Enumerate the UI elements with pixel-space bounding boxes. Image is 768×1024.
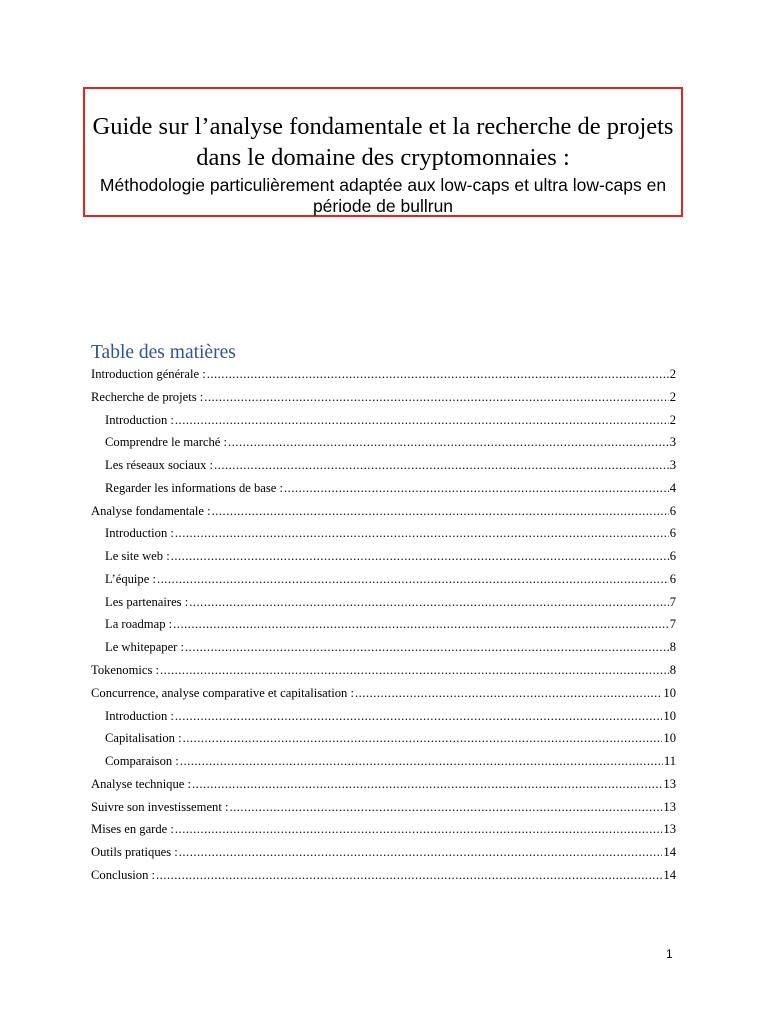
toc-leader-dots	[355, 683, 662, 703]
toc-entry[interactable]	[91, 842, 676, 862]
toc-leader-dots	[160, 660, 669, 680]
toc-entry-label: La roadmap :	[105, 617, 173, 632]
toc-leader-dots	[207, 364, 669, 384]
toc-entry-page: 6	[669, 503, 676, 518]
toc-entry-label: Comparaison :	[105, 754, 179, 769]
toc-leader-dots	[192, 774, 662, 794]
toc-entry-page: 13	[663, 799, 676, 814]
toc-leader-dots	[228, 432, 669, 452]
toc-entry-label: Introduction :	[105, 412, 174, 427]
toc-entry[interactable]	[105, 592, 676, 612]
toc-leader-dots	[175, 706, 663, 726]
toc-entry[interactable]	[91, 865, 676, 885]
toc-entry-label: Recherche de projets :	[91, 389, 204, 404]
toc-entry[interactable]	[91, 501, 676, 521]
toc-entry[interactable]	[105, 523, 676, 543]
toc-entry-page: 14	[663, 845, 676, 860]
toc-entry[interactable]	[91, 774, 676, 794]
toc-entry-label: Analyse technique :	[91, 776, 192, 791]
toc-entry-label: Tokenomics :	[91, 663, 160, 677]
toc-entry-label: Analyse fondamentale :	[91, 503, 211, 518]
toc-entry[interactable]	[91, 387, 676, 407]
toc-entry[interactable]	[105, 637, 676, 657]
toc-entry-page: 8	[669, 640, 676, 655]
toc-leader-dots	[229, 797, 662, 817]
toc-entry[interactable]	[105, 432, 676, 452]
toc-entry[interactable]	[91, 819, 676, 839]
toc-entry-page: 14	[663, 867, 676, 882]
toc-entry-page: 6	[669, 549, 676, 564]
toc-entry-page: 2	[669, 412, 676, 427]
toc-entry-page: 7	[669, 594, 676, 609]
toc-leader-dots	[173, 614, 669, 634]
toc-entry-page: 7	[669, 617, 676, 632]
toc-entry[interactable]	[91, 683, 676, 703]
toc-entry-page: 2	[669, 389, 676, 404]
toc-entry-label: Suivre son investissement :	[91, 799, 229, 814]
toc-leader-dots	[175, 410, 669, 430]
toc-leader-dots	[175, 819, 663, 839]
toc-entry-page: 6	[669, 571, 676, 586]
toc-leader-dots	[185, 637, 669, 657]
toc-entry[interactable]	[91, 660, 676, 680]
toc-leader-dots	[175, 523, 669, 543]
toc-leader-dots	[156, 865, 662, 885]
toc-entry-label: L’équipe :	[105, 571, 156, 586]
toc-entry-page: 8	[669, 663, 676, 677]
toc-entry[interactable]	[91, 364, 676, 384]
toc-entry-page: 10	[663, 685, 676, 700]
toc-entry-label: Concurrence, analyse comparative et capitalisation :	[91, 685, 354, 700]
toc-entry-page: 13	[663, 822, 676, 837]
toc-entry-page: 2	[669, 367, 676, 381]
page-number: 1	[666, 947, 673, 961]
toc-leader-dots	[171, 546, 669, 566]
toc-leader-dots	[157, 569, 669, 589]
toc-entry-label: Introduction :	[105, 526, 174, 541]
document-subtitle: Méthodologie particulièrement adaptée aux low-caps et ultra low-caps en période de bullrun	[99, 175, 667, 216]
toc-entry-page: 4	[669, 480, 676, 495]
toc-entry-page: 11	[663, 754, 676, 769]
toc-entry[interactable]	[105, 478, 676, 498]
toc-entry-label: Outils pratiques :	[91, 845, 178, 860]
toc-entry[interactable]	[91, 797, 676, 817]
toc-entry-page: 13	[663, 776, 676, 791]
toc-entry-page: 6	[669, 526, 676, 541]
toc-entry-label: Introduction :	[105, 708, 174, 723]
toc-entry-label: Le site web :	[105, 549, 170, 564]
toc-entry[interactable]	[105, 728, 676, 748]
toc-leader-dots	[212, 501, 669, 521]
toc-leader-dots	[189, 592, 668, 612]
toc-heading: Table des matières	[91, 342, 236, 363]
toc-entry-label: Les réseaux sociaux :	[105, 458, 214, 473]
toc-entry[interactable]	[105, 569, 676, 589]
toc-entry[interactable]	[105, 546, 676, 566]
document-title: Guide sur l’analyse fondamentale et la recherche de projets dans le domaine des cryptomonnaies :	[92, 113, 674, 171]
toc-entry-label: Regarder les informations de base :	[105, 480, 284, 495]
toc-entry-page: 3	[669, 435, 676, 450]
toc-entry-label: Les partenaires :	[105, 594, 189, 609]
toc-leader-dots	[214, 455, 669, 475]
toc-leader-dots	[179, 842, 663, 862]
toc-entry-label: Comprendre le marché :	[105, 435, 228, 450]
toc-entry-page: 10	[663, 731, 676, 746]
toc-leader-dots	[284, 478, 669, 498]
toc-entry-label: Conclusion :	[91, 867, 156, 882]
document-title-box	[83, 87, 683, 217]
toc-entry-label: Le whitepaper :	[105, 640, 185, 655]
toc-entry[interactable]	[105, 455, 676, 475]
toc-leader-dots	[204, 387, 668, 407]
toc-entry-label: Capitalisation :	[105, 731, 182, 746]
toc-entry-label: Mises en garde :	[91, 822, 174, 837]
toc-entry[interactable]	[105, 410, 676, 430]
toc-entry[interactable]	[105, 614, 676, 634]
toc-entry-page: 10	[663, 708, 676, 723]
toc-entry[interactable]	[105, 706, 676, 726]
toc-entry-page: 3	[669, 458, 676, 473]
toc-entry[interactable]	[105, 751, 676, 771]
toc-leader-dots	[180, 751, 663, 771]
toc-entry-label: Introduction générale :	[91, 367, 206, 381]
toc-leader-dots	[183, 728, 663, 748]
